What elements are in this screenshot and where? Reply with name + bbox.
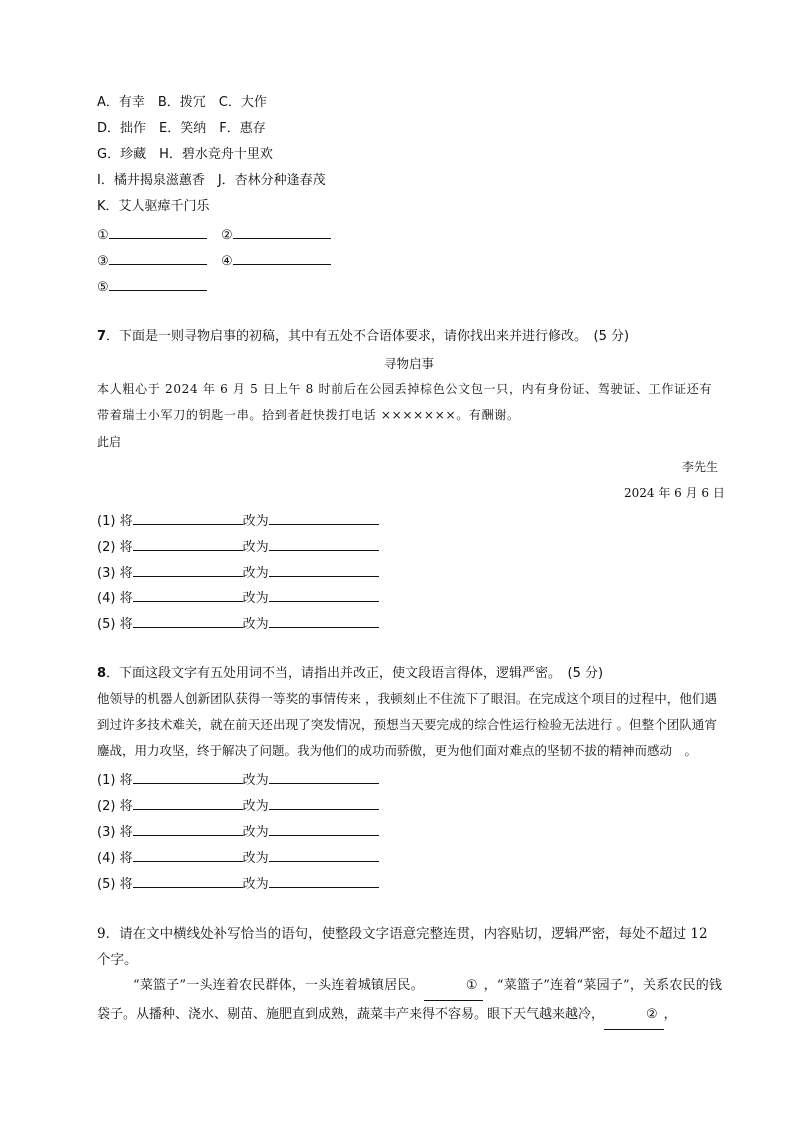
- fix-jiang-label: 将: [119, 799, 133, 814]
- answer-blank-1[interactable]: [109, 226, 207, 239]
- fix-gaiwei-label: 改为: [242, 877, 269, 892]
- fix-original-blank[interactable]: [133, 615, 243, 628]
- q8-paragraph: 他领导的机器人创新团队获得一等奖的事情传来 ，我顿刻止不住流下了眼泪。在完成这个项目的过程中，他们遇到过许多技术难关，就在前天还出现了突发情况，预想当天要完成的综合性运行检验无法进行 。但整个团队通宵鏖战，用力攻坚，终于解决了问题。我为他们的成功而骄傲，更为他们面对难点的坚韧不拔的精神而感动 。: [97, 691, 717, 758]
- fix-jiang-label: 将: [119, 877, 133, 892]
- q8-prompt: [97, 666, 603, 682]
- answer-blank-5[interactable]: [109, 278, 207, 291]
- fix-original-blank[interactable]: [133, 823, 243, 836]
- answer-label-3: ③: [97, 254, 109, 269]
- q9-blank-1[interactable]: ①: [424, 972, 484, 1001]
- q8-fix-row: [97, 797, 379, 815]
- notice-body-line-2: 带着瑞士小军刀的钥匙一串。拾到者赶快拨打电话 ×××××××。有酬谢。: [97, 408, 520, 422]
- q7-fix-row: [97, 615, 379, 633]
- answer-label-4: ④: [220, 254, 233, 269]
- fix-revised-blank[interactable]: [269, 615, 379, 628]
- fix-revised-blank[interactable]: [269, 589, 379, 602]
- answer-row-2: [97, 252, 331, 270]
- fix-jiang-label: 将: [119, 514, 133, 529]
- fix-jiang-label: 将: [119, 540, 133, 555]
- fix-number: (4): [97, 851, 116, 866]
- fix-gaiwei-label: 改为: [242, 591, 269, 606]
- fix-gaiwei-label: 改为: [242, 617, 269, 632]
- fix-revised-blank[interactable]: [269, 564, 379, 577]
- notice-title: 寻物启事: [384, 356, 435, 371]
- q8-number: 8: [97, 666, 107, 681]
- q7-number: 7: [97, 329, 107, 344]
- option-row-2: D．拙作 E．笑纳 F．惠存: [97, 121, 266, 136]
- fix-gaiwei-label: 改为: [242, 825, 269, 840]
- fix-jiang-label: 将: [119, 825, 133, 840]
- fix-revised-blank[interactable]: [269, 771, 379, 784]
- fix-revised-blank[interactable]: [269, 875, 379, 888]
- fix-number: (2): [97, 540, 116, 555]
- q7-fix-row: [97, 512, 379, 530]
- q8-fix-row: [97, 875, 379, 893]
- q9-text-a: “菜篮子”一头连着农民群体，一头连着城镇居民。: [133, 978, 424, 993]
- q7-fix-row: [97, 564, 379, 582]
- answer-label-2: ②: [220, 228, 233, 243]
- fix-revised-blank[interactable]: [269, 823, 379, 836]
- q9-text-c: ，: [663, 1007, 677, 1022]
- option-row-4: I．橘井揭泉滋蕙香 J．杏林分种逢春茂: [97, 173, 326, 188]
- fix-gaiwei-label: 改为: [242, 566, 269, 581]
- notice-date: 2024 年 6 月 6 日: [624, 486, 725, 500]
- q8-prompt-text: ．下面这段文字有五处用词不当，请指出并改正，使文段语言得体，逻辑严密。 (5 分): [106, 666, 604, 681]
- fix-original-blank[interactable]: [133, 849, 243, 862]
- q7-prompt: [97, 329, 629, 345]
- answer-blank-4[interactable]: [233, 252, 331, 265]
- fix-number: (5): [97, 617, 116, 632]
- fix-number: (1): [97, 773, 116, 788]
- fix-jiang-label: 将: [119, 591, 133, 606]
- fix-original-blank[interactable]: [133, 512, 243, 525]
- q8-fix-row: [97, 849, 379, 867]
- q9-blank-2[interactable]: ②: [604, 1001, 664, 1030]
- fix-revised-blank[interactable]: [269, 512, 379, 525]
- option-row-1: A．有幸 B．拨冗 C．大作: [97, 95, 267, 110]
- answer-blank-2[interactable]: [233, 226, 331, 239]
- fix-gaiwei-label: 改为: [242, 799, 269, 814]
- fix-gaiwei-label: 改为: [242, 851, 269, 866]
- option-row-5: K．艾人驱瘴千门乐: [97, 199, 210, 214]
- option-row-3: G．珍藏 H．碧水竞舟十里欢: [97, 147, 273, 162]
- fix-original-blank[interactable]: [133, 564, 243, 577]
- q7-fix-row: [97, 538, 379, 556]
- q9-paragraph: [97, 972, 722, 1030]
- fix-number: (5): [97, 877, 116, 892]
- fix-original-blank[interactable]: [133, 589, 243, 602]
- q9-text-b: ，“菜篮子”连着“菜园子”，关系农民的钱袋子。从播种、浇水、剔苗、施肥直到成熟，蔬菜丰产来得不容易。眼下天气越来越冷，: [97, 978, 723, 1022]
- notice-signature: 李先生: [682, 460, 719, 474]
- fix-number: (1): [97, 514, 116, 529]
- fix-gaiwei-label: 改为: [242, 540, 269, 555]
- q8-fix-row: [97, 823, 379, 841]
- q9-prompt-line-1: 9．请在文中横线处补写恰当的语句，使整段文字语意完整连贯，内容贴切，逻辑严密，每处不超过 12: [97, 926, 708, 942]
- notice-body-line-1: 本人粗心于 2024 年 6 月 5 日上午 8 时前后在公园丢掉棕色公文包一只，内有身份证、驾驶证、工作证还有: [97, 382, 713, 396]
- fix-number: (2): [97, 799, 116, 814]
- fix-revised-blank[interactable]: [269, 538, 379, 551]
- fix-original-blank[interactable]: [133, 538, 243, 551]
- q8-fix-row: [97, 771, 379, 789]
- fix-original-blank[interactable]: [133, 797, 243, 810]
- answer-row-1: [97, 226, 331, 244]
- fix-revised-blank[interactable]: [269, 849, 379, 862]
- answer-label-1: ①: [97, 228, 109, 243]
- fix-jiang-label: 将: [119, 773, 133, 788]
- fix-gaiwei-label: 改为: [242, 514, 269, 529]
- fix-original-blank[interactable]: [133, 771, 243, 784]
- fix-original-blank[interactable]: [133, 875, 243, 888]
- answer-row-3: [97, 278, 207, 296]
- fix-jiang-label: 将: [119, 617, 133, 632]
- answer-blank-3[interactable]: [109, 252, 207, 265]
- notice-closing: 此启: [97, 435, 122, 449]
- fix-jiang-label: 将: [119, 566, 133, 581]
- q9-prompt-line-2: 个字。: [97, 952, 138, 968]
- fix-revised-blank[interactable]: [269, 797, 379, 810]
- fix-number: (3): [97, 566, 116, 581]
- fix-gaiwei-label: 改为: [242, 773, 269, 788]
- q7-fix-row: [97, 589, 379, 607]
- answer-label-5: ⑤: [97, 280, 109, 295]
- fix-jiang-label: 将: [119, 851, 133, 866]
- fix-number: (4): [97, 591, 116, 606]
- fix-number: (3): [97, 825, 116, 840]
- q7-prompt-text: ．下面是一则寻物启事的初稿，其中有五处不合语体要求，请你找出来并进行修改。 (5 分): [106, 329, 630, 344]
